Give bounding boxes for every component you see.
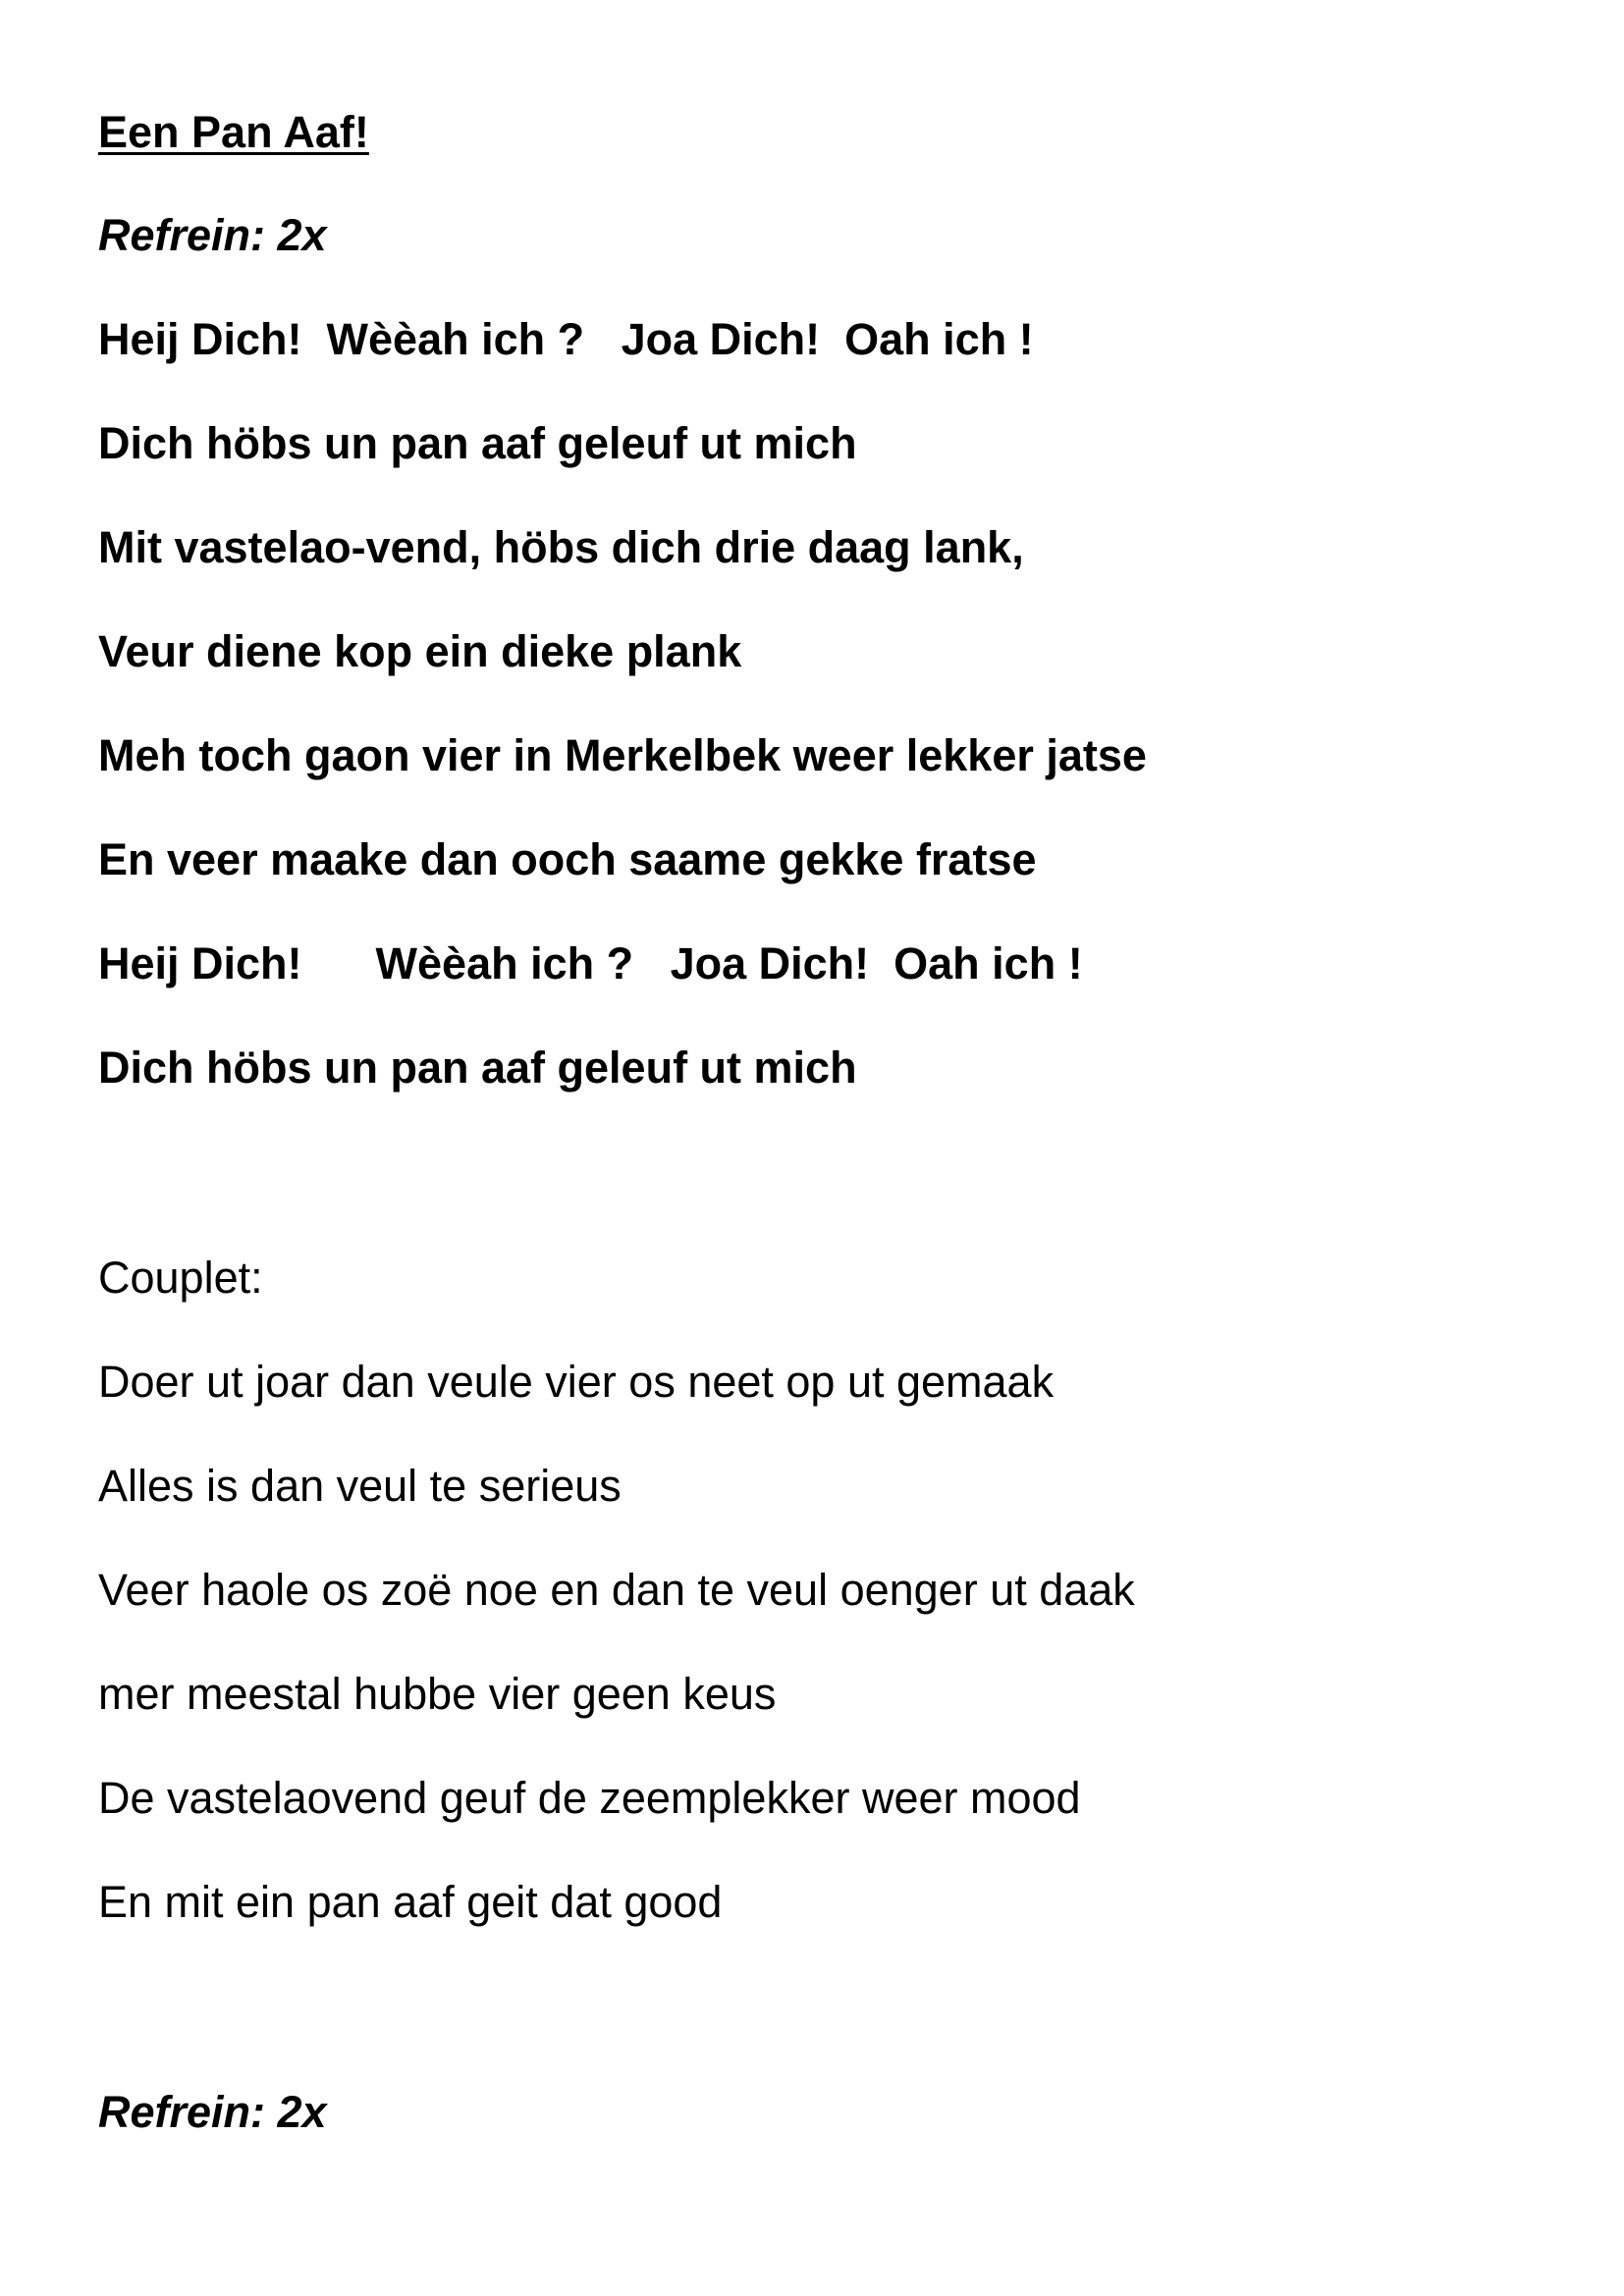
refrain-line: Dich höbs un pan aaf geleuf ut mich — [98, 418, 857, 468]
couplet-line: Veer haole os zoë noe en dan te veul oenger ut daak — [98, 1565, 1135, 1615]
couplet-line: mer meestal hubbe vier geen keus — [98, 1669, 777, 1719]
refrain-line: Dich höbs un pan aaf geleuf ut mich — [98, 1042, 857, 1093]
couplet-line: De vastelaovend geuf de zeemplekker weer mood — [98, 1773, 1081, 1823]
refrain-line: Heij Dich! Wèèah ich ? Joa Dich! Oah ich ! — [98, 938, 1083, 988]
couplet-line: Alles is dan veul te serieus — [98, 1461, 622, 1511]
refrain-label: Refrein: 2x — [98, 210, 327, 260]
closing-refrain-label: Refrein: 2x — [98, 2087, 327, 2137]
refrain-line: Heij Dich! Wèèah ich ? Joa Dich! Oah ich ! — [98, 314, 1034, 364]
refrain-line: En veer maake dan ooch saame gekke fratse — [98, 834, 1037, 884]
refrain-line: Mit vastelao-vend, höbs dich drie daag lank, — [98, 522, 1024, 572]
couplet-label: Couplet: — [98, 1253, 263, 1303]
refrain-line: Veur diene kop ein dieke plank — [98, 626, 742, 676]
song-title: Een Pan Aaf! — [98, 107, 369, 157]
couplet-line: En mit ein pan aaf geit dat good — [98, 1877, 723, 1927]
refrain-line: Meh toch gaon vier in Merkelbek weer lekker jatse — [98, 730, 1147, 780]
couplet-line: Doer ut joar dan veule vier os neet op ut gemaak — [98, 1357, 1055, 1407]
